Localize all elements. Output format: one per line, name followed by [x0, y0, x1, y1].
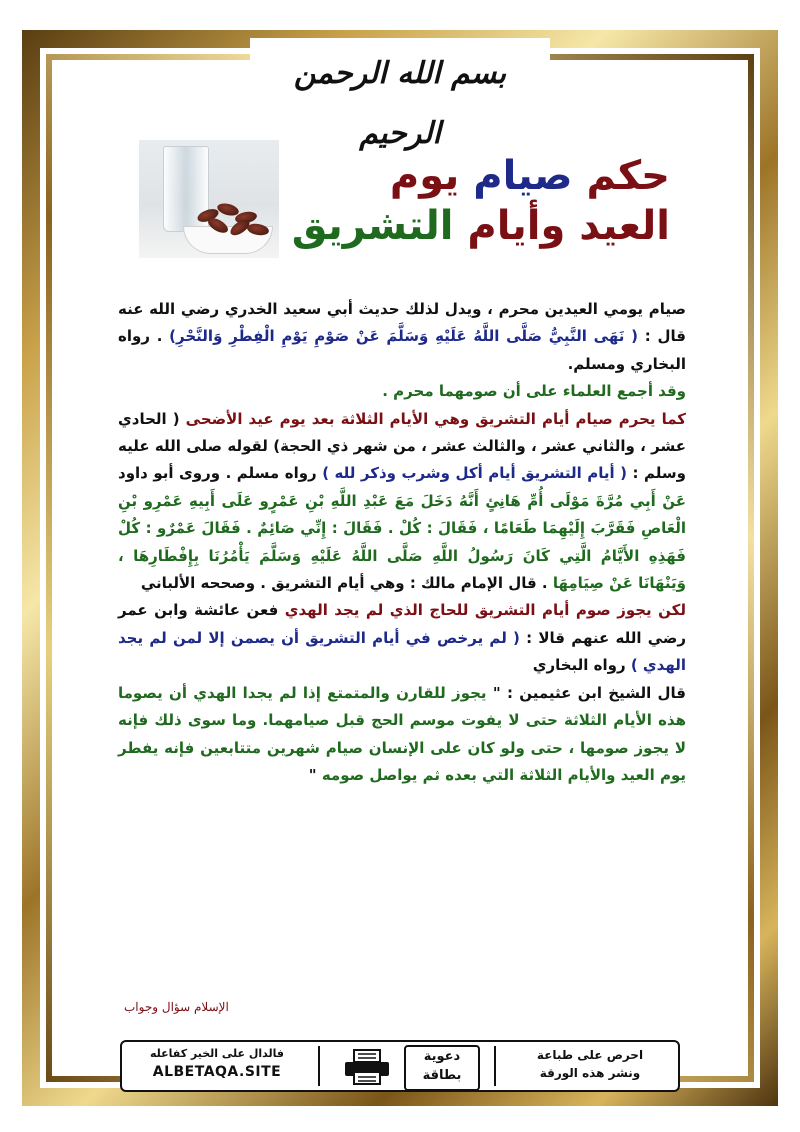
text-span: ( الحادي عشر ، والثاني عشر ، والثالث عشر ، من شهر ذي الحجة) لقوله صلى الله عليه وسلم : — [118, 409, 686, 483]
text-span: رواه البخاري — [532, 656, 631, 675]
text-span: رواه مسلم . وروى أبو داود — [118, 464, 323, 483]
hadith-quote: ( أيام التشريق أيام أكل وشرب وذكر لله ) — [322, 464, 628, 483]
text-span: فعن عائشة وابن عمر رضي الله عنهم قالا : — [118, 601, 686, 647]
text-span: " — [308, 765, 322, 784]
footer-text: احرص على طباعة — [536, 1048, 644, 1062]
hadith-quote: ( نَهَى النَّبِيُّ صَلَّى اللَّهُ عَلَيْهِ وَسَلَّمَ عَنْ صَوْمِ يَوْمِ الْفِطْرِ وَالنَّحْرِ) — [169, 327, 638, 346]
albetaqa-logo — [404, 1045, 480, 1091]
paragraph-4 — [118, 597, 686, 679]
footer-print-note — [510, 1046, 670, 1082]
title-word: العيد — [579, 203, 670, 249]
paragraph-1 — [118, 296, 686, 378]
text-span: . قال الإمام مالك : وهي أيام التشريق . وصححه الألباني — [140, 574, 553, 593]
footer-bar — [120, 1040, 680, 1092]
title-word: وأيام — [467, 203, 566, 249]
title-word: حكم — [586, 153, 670, 199]
footer-website — [132, 1046, 302, 1082]
printer-icon — [342, 1048, 392, 1086]
title-word: يوم — [389, 153, 460, 199]
text-span: قال الشيخ ابن عثيمين : " — [486, 683, 686, 702]
source-credit: الإسلام سؤال وجواب — [124, 1000, 229, 1014]
hadith-quote: ( لم يرخص في أيام التشريق أن يصمن إلا لمن لم يجد الهدي ) — [118, 628, 686, 675]
scholar-quote: يجوز للقارن والمتمتع إذا لم يجدا الهدي أن يصوما هذه الأيام الثلاثة حتى لا يفوت موسم الحج قبل صيامهما. وما سوى ذلك فإنه لا يجوز صومها ، حتى ولو كان على الإنسان صيام شهرين متتابعين فإنه يفطر يوم العيد والأيام الثلاثة التي بعده ثم يواصل صومه — [118, 683, 686, 784]
paragraph-3 — [118, 406, 686, 598]
paragraph-2: وقد أجمع العلماء على أن صومهما محرم . — [382, 382, 686, 401]
text-span: صيام يومي العيدين محرم ، ويدل لذلك حديث أبي سعيد الخدري رضي الله عنه قال : — [118, 300, 686, 346]
title-line-1 — [250, 150, 670, 202]
logo-text: دعوية — [423, 1049, 461, 1064]
title-word: صيام — [473, 153, 573, 199]
text-span: . رواه البخاري ومسلم. — [118, 327, 686, 373]
text-span: كما يحرم صيام أيام التشريق وهي الأيام الثلاثة بعد يوم عيد الأضحى — [185, 409, 687, 428]
logo-text: بطاقة — [422, 1068, 462, 1083]
text-span: لكن يجوز صوم أيام التشريق للحاج الذي لم يجد الهدي — [284, 601, 686, 620]
title-word: التشريق — [291, 203, 454, 249]
basmala-calligraphy: بسم الله الرحمن الرحيم — [293, 56, 507, 151]
footer-divider — [318, 1046, 320, 1086]
website-link[interactable]: ALBETAQA.SITE — [152, 1064, 282, 1080]
hadith-quote: عَنْ أَبِي مُرَّةَ مَوْلَى أُمِّ هَانِئٍ أَنَّهُ دَخَلَ مَعَ عَبْدِ اللَّهِ بْنِ عَمْرٍو عَلَى أَبِيهِ عَمْرِو بْنِ الْعَاصِ فَقَرَّبَ إِلَيْهِمَا طَعَامًا ، فَقَالَ : كُلْ . فَقَالَ : إِنِّي صَائِمٌ . فَقَالَ عَمْرٌو : كُلْ فَهَذِهِ الأَيَّامُ الَّتِي كَانَ رَسُولُ اللَّهِ صَلَّى اللَّهُ عَلَيْهِ وَسَلَّمَ يَأْمُرُنَا بِإِفْطَارِهَا ، وَيَنْهَانَا عَنْ صِيَامِهَا — [118, 491, 686, 593]
title-line-2 — [250, 200, 670, 252]
footer-divider — [494, 1046, 496, 1086]
paragraph-5 — [118, 680, 686, 790]
article-body — [118, 296, 686, 789]
footer-motto: فالدال على الخير كفاعله — [149, 1047, 285, 1060]
footer-text: ونشر هذه الورقة — [539, 1066, 641, 1080]
